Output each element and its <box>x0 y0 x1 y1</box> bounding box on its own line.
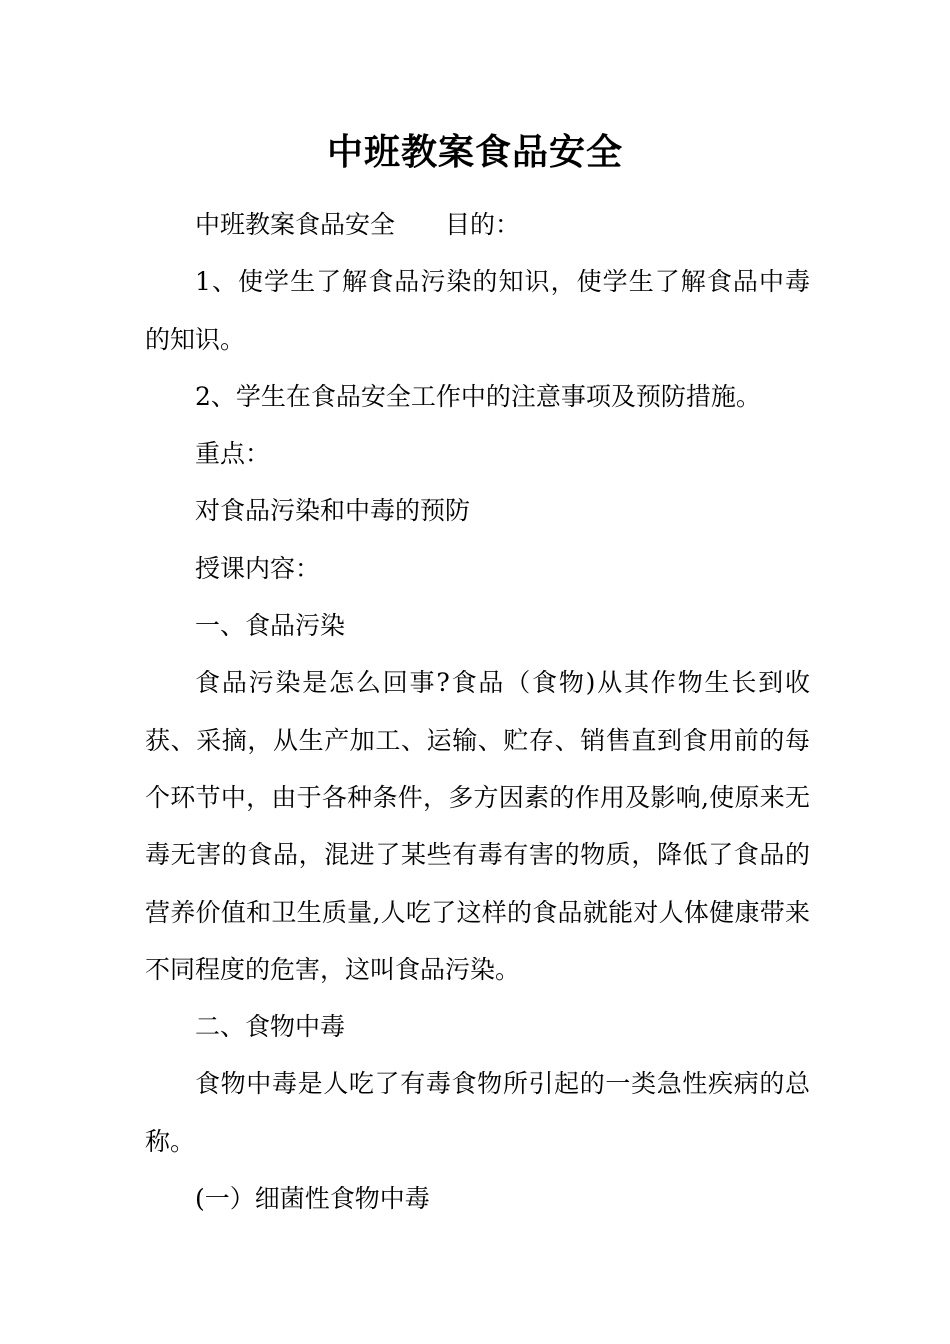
objective-2: 2、学生在食品安全工作中的注意事项及预防措施。 <box>195 381 761 411</box>
intro-lesson-name: 中班教案食品安全 <box>195 210 396 239</box>
section-1-heading: 一、食品污染 <box>195 611 346 641</box>
section-2-paragraph: 食物中毒是人吃了有毒食物所引起的一类急性疾病的总称。 <box>145 1069 810 1156</box>
intro-objective-label: 目的： <box>445 210 521 239</box>
content-heading: 授课内容： <box>195 553 321 583</box>
document-body <box>145 196 810 1227</box>
objective-1: 1、使学生了解食品污染的知识，使学生了解食品中毒的知识。 <box>145 267 810 354</box>
section-2-heading: 二、食物中毒 <box>195 1012 346 1042</box>
intro-paragraph <box>145 196 810 253</box>
document-title: 中班教案食品安全 <box>326 131 623 173</box>
subsection-1-heading: (一）细菌性食物中毒 <box>195 1184 430 1214</box>
key-point-text: 对食品污染和中毒的预防 <box>195 496 471 526</box>
key-point-heading: 重点： <box>195 439 271 469</box>
section-1-paragraph: 食品污染是怎么回事?食品（食物)从其作物生长到收获、采摘，从生产加工、运输、贮存、销售直到食用前的每个环节中，由于各种条件，多方因素的作用及影响,使原来无毒无害的食品，混进了某些有毒有害的物质，降低了食品的营养价值和卫生质量,人吃了这样的食品就能对人体健康带来不同程度的危害，这叫食品污染。 <box>145 668 810 984</box>
